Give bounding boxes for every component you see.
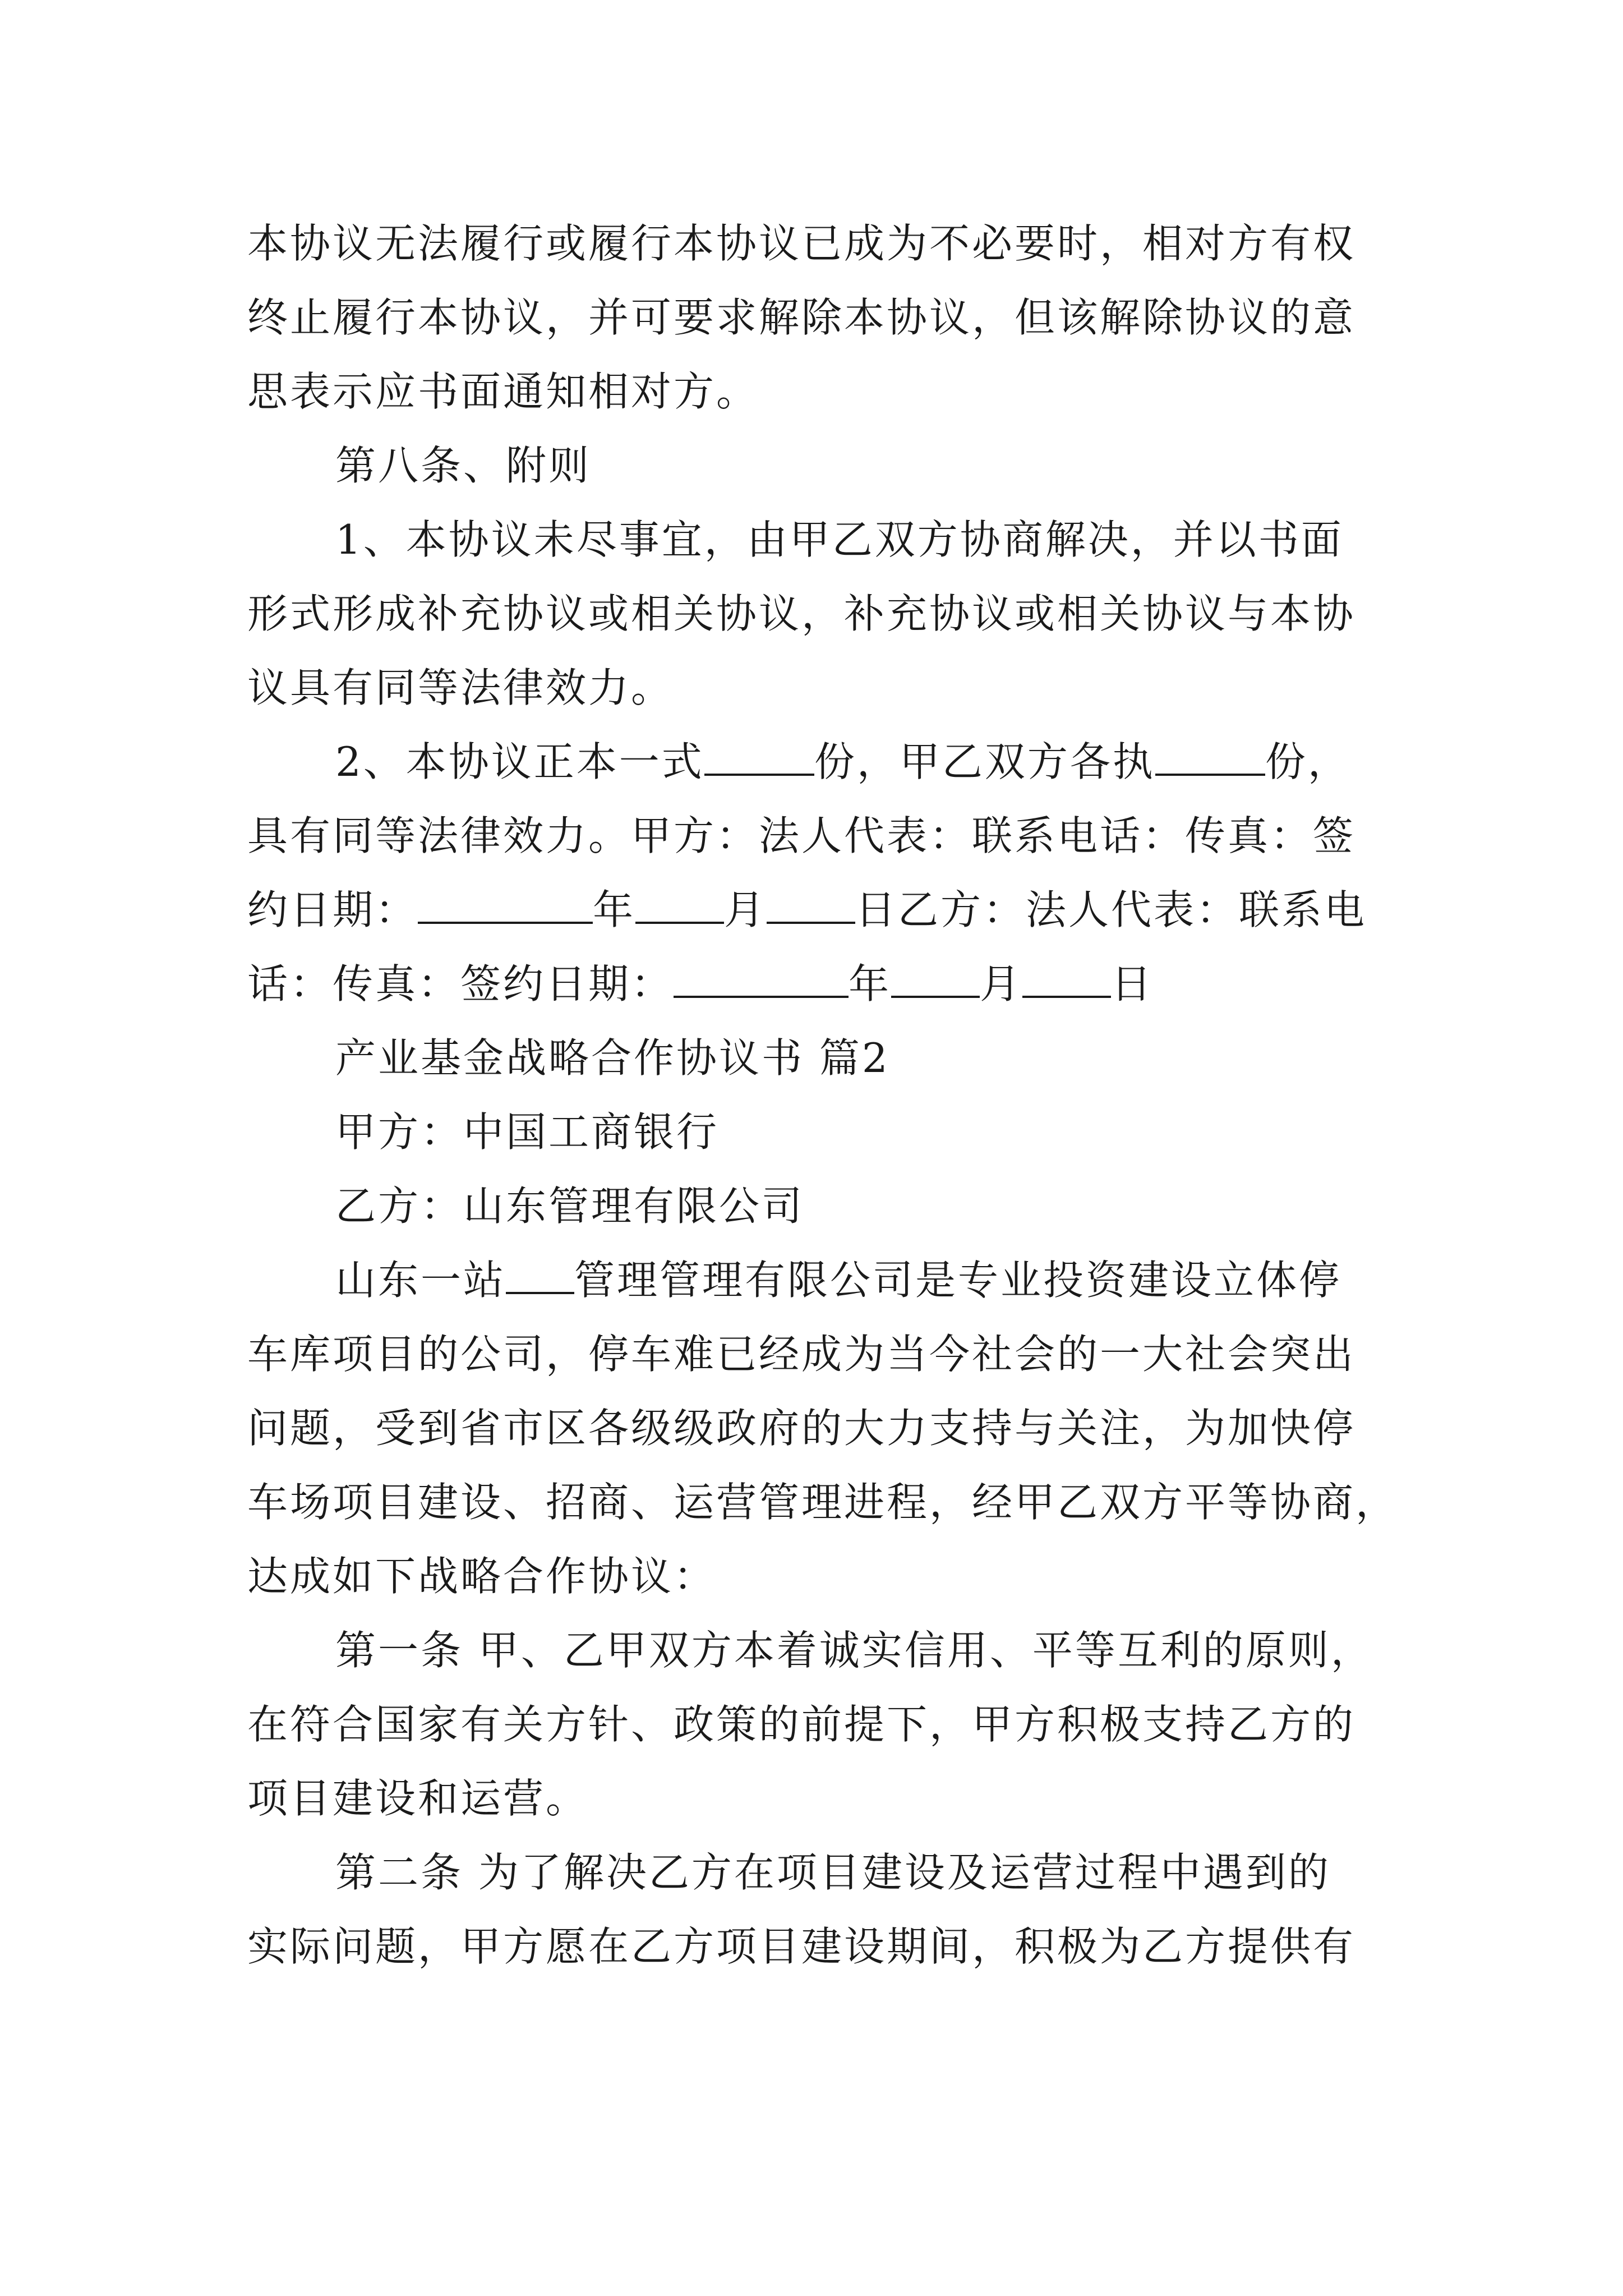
sign-text: 话：传真：签约日期： <box>247 960 674 1007</box>
text-line: 车场项目建设、招商、运营管理进程，经甲乙双方平等协商， <box>247 1479 1399 1526</box>
day-party-b-text: 日乙方：法人代表：联系电 <box>855 886 1367 933</box>
blank-field <box>1022 962 1111 998</box>
month-label: 月 <box>724 886 767 933</box>
blank-field <box>704 740 814 776</box>
text-line: 具有同等法律效力。甲方：法人代表：联系电话：传真：签 <box>247 812 1356 859</box>
year-label: 年 <box>849 960 892 1007</box>
blank-field <box>418 888 593 924</box>
text-line: 思表示应书面通知相对方。 <box>247 368 759 415</box>
text-line: 实际问题，甲方愿在乙方项目建设期间，积极为乙方提供有 <box>247 1923 1356 1970</box>
blank-field <box>891 962 980 998</box>
company-text-1: 山东一站 <box>335 1257 506 1304</box>
document-body <box>247 206 1399 1984</box>
text-line: 项目建设和运营。 <box>247 1775 589 1822</box>
text-line: 议具有同等法律效力。 <box>247 664 674 711</box>
section-title: 产业基金战略合作协议书 篇2 <box>335 1034 890 1082</box>
sign-text: 约日期： <box>247 886 418 933</box>
blank-field <box>506 1258 574 1294</box>
company-text-2: 管理管理有限公司是专业投资建设立体停 <box>574 1257 1342 1304</box>
signing-date-line-a <box>247 873 1386 947</box>
text-line: 车库项目的公司，停车难已经成为当今社会的一大社会突出 <box>247 1331 1356 1378</box>
signing-date-line-b <box>247 947 1386 1021</box>
article-8-heading: 第八条、附则 <box>335 442 592 489</box>
day-label: 日 <box>1111 960 1154 1007</box>
text-line: 终止履行本协议，并可要求解除本协议，但该解除协议的意 <box>247 294 1356 341</box>
party-b-line: 乙方：山东管理有限公司 <box>335 1182 805 1230</box>
party-a-line: 甲方：中国工商银行 <box>335 1108 720 1156</box>
copies-text-1: 2、本协议正本一式 <box>335 738 704 785</box>
article-1-line: 第一条 甲、乙甲双方本着诚实信用、平等互利的原则， <box>335 1627 1373 1674</box>
company-line <box>247 1243 1386 1317</box>
year-label: 年 <box>593 886 636 933</box>
text-line: 问题，受到省市区各级级政府的大力支持与关注，为加快停 <box>247 1405 1356 1452</box>
copies-text-3: 份， <box>1265 738 1350 785</box>
text-line: 1、本协议未尽事宜，由甲乙双方协商解决，并以书面 <box>335 516 1344 563</box>
blank-field <box>767 888 855 924</box>
text-line: 形式形成补充协议或相关协议，补充协议或相关协议与本协 <box>247 590 1356 637</box>
text-line: 达成如下战略合作协议： <box>247 1553 717 1600</box>
article-2-line: 第二条 为了解决乙方在项目建设及运营过程中遇到的 <box>335 1849 1331 1896</box>
text-line: 在符合国家有关方针、政策的前提下，甲方积极支持乙方的 <box>247 1701 1356 1748</box>
month-label: 月 <box>980 960 1023 1007</box>
blank-field <box>1155 740 1265 776</box>
blank-field <box>674 962 849 998</box>
copies-line <box>247 725 1386 799</box>
blank-field <box>635 888 724 924</box>
copies-text-2: 份，甲乙双方各执 <box>814 738 1155 785</box>
text-line: 本协议无法履行或履行本协议已成为不必要时，相对方有权 <box>247 220 1356 267</box>
